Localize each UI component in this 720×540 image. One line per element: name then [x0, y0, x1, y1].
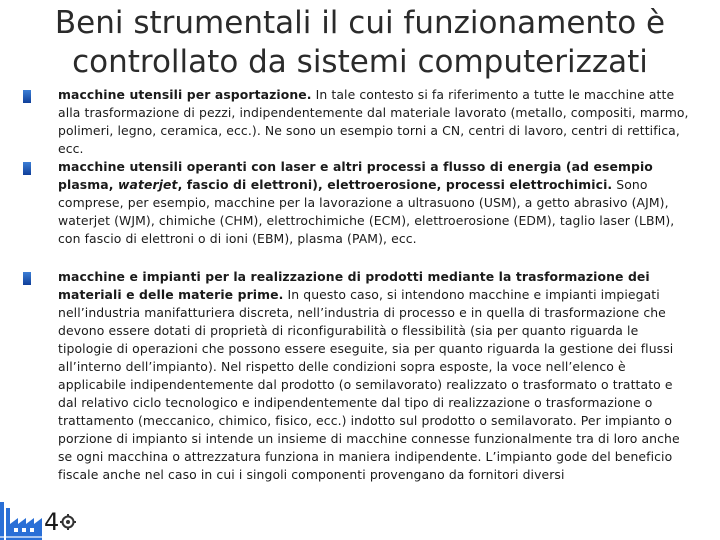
gear-icon — [60, 514, 76, 530]
bullet-item-impianti — [20, 268, 690, 484]
bullet-lead-part-b: , fascio di elettroni), elettroerosione, processi elettrochimici. — [177, 177, 613, 192]
bullet-marker-icon — [23, 272, 31, 285]
bullet-lead-italic: waterjet — [117, 177, 178, 192]
bullet-list — [20, 86, 690, 484]
bullet-marker-icon — [23, 162, 31, 175]
factory-logo-icon — [0, 494, 50, 540]
slide-title-line-1: Beni strumentali il cui funzionamento è — [54, 5, 666, 41]
bullet-text: In tale contesto si fa riferimento a tutte le macchine atte alla trasformazione di pezzi, indipendentemente dal materiale lavorato (metallo, compositi, marmo, polimeri, legno, ceramica, ecc.). Ne sono un esempio torni a CN, centri di lavoro, centri di rettifica, ecc. — [58, 87, 689, 156]
bullet-lead: macchine e impianti per la realizzazione di prodotti mediante la trasformazione dei materiali e delle materie prime. — [58, 269, 650, 302]
bullet-text: In questo caso, si intendono macchine e impianti impiegati nell’industria manifatturiera discreta, nell’industria di processo e in quella di trasformazione che devono essere dotati di proprietà di riconfigurabilità o flessibilità (sia per quanto riguarda le tipologie di operazioni che possono essere eseguite, sia per quanto riguarda la gestione dei flussi all’interno dell’impianto). Nel rispetto delle condizioni sopra esposte, la voce nell’elenco è applicabile indipendentemente dal prodotto (o semilavorato) realizzato o trasformato o trattato e dal relativo ciclo tecnologico e indipendentemente dal tipo di realizzazione o trasformazione o trattamento (meccanico, chimico, fisico, ecc.) indotto sul prodotto o semilavorato. Per impianto o porzione di impianto si intende un insieme di macchine connesse funzionalmente tra di loro anche se ogni macchina o attrezzatura funziona in maniera indipendente. L’impianto gode del beneficio fiscale anche nel caso in cui i singoli componenti provengano da fornitori diversi — [58, 287, 680, 482]
slide-title — [20, 4, 700, 82]
bullet-lead: macchine utensili per asportazione. — [58, 87, 312, 102]
bullet-lead-part-a: macchine utensili operanti con laser e altri processi a flusso di energia (ad esempio plasma, — [58, 159, 653, 192]
bullet-item-asportazione — [20, 86, 690, 158]
bullet-text: Sono comprese, per esempio, macchine per la lavorazione a ultrasuono (USM), a getto abrasivo (AJM), waterjet (WJM), chimiche (CHM), elettrochimiche (ECM), elettroerosione (EDM), taglio laser (LBM), con fascio di elettroni o di ioni (EBM), plasma (PAM), ecc. — [58, 177, 675, 246]
bullet-marker-icon — [23, 90, 31, 103]
slide-title-line-2: controllato da sistemi computerizzati — [72, 44, 648, 80]
page-number: 4 — [44, 508, 60, 536]
bullet-item-laser — [20, 158, 690, 248]
